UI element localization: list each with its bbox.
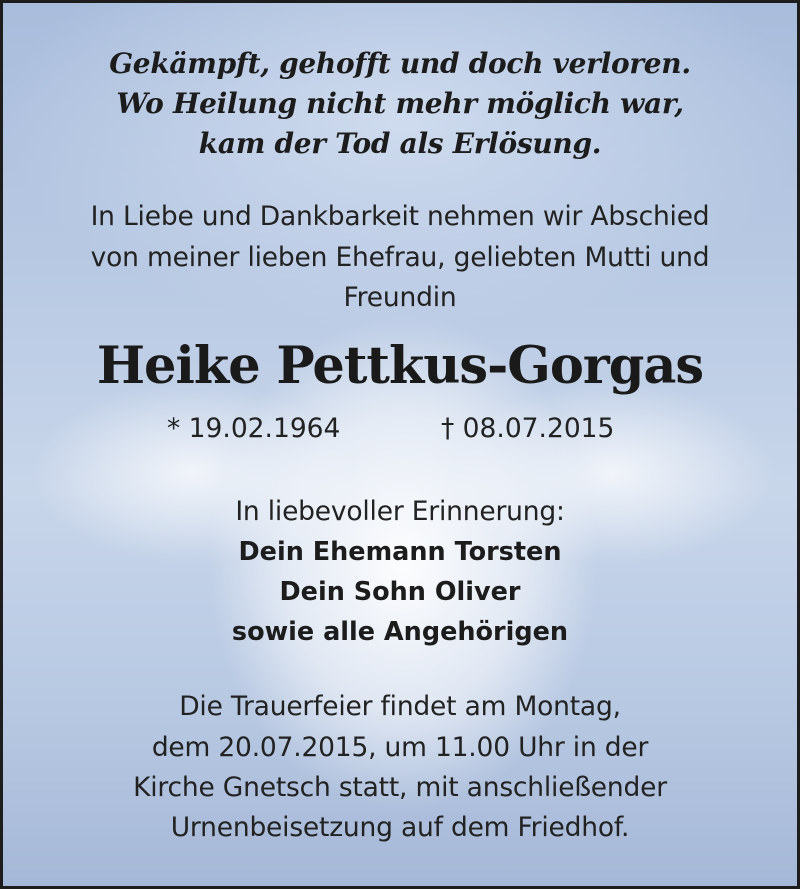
mourner-line: sowie alle Angehörigen (231, 617, 569, 647)
service-line-3: Kirche Gnetsch statt, mit anschließender (133, 772, 667, 803)
intro-line-1: In Liebe und Dankbarkeit nehmen wir Abschied (90, 201, 710, 232)
deceased-name: Heike Pettkus-Gorgas (96, 336, 704, 396)
intro-line-2: von meiner lieben Ehefrau, geliebten Mutti und (90, 242, 710, 273)
quote-line-1: Gekämpft, gehofft und doch verloren. (109, 47, 691, 80)
service-line-1: Die Trauerfeier findet am Montag, (179, 691, 621, 722)
quote-line-2: Wo Heilung nicht mehr möglich war, (116, 87, 684, 120)
mourner-line: Dein Ehemann Torsten (238, 537, 562, 567)
birth-date: * 19.02.1964 (167, 413, 341, 444)
death-date: † 08.07.2015 (441, 413, 615, 444)
quote-line-3: kam der Tod als Erlösung. (198, 127, 602, 160)
mourner-line: Dein Sohn Oliver (279, 577, 521, 607)
life-dates (3, 413, 797, 453)
service-line-2: dem 20.07.2015, um 11.00 Uhr in der (151, 732, 649, 763)
remembrance-heading: In liebevoller Erinnerung: (235, 496, 565, 527)
service-line-4: Urnenbeisetzung auf dem Friedhof. (170, 812, 630, 843)
intro-line-3: Freundin (343, 282, 457, 313)
